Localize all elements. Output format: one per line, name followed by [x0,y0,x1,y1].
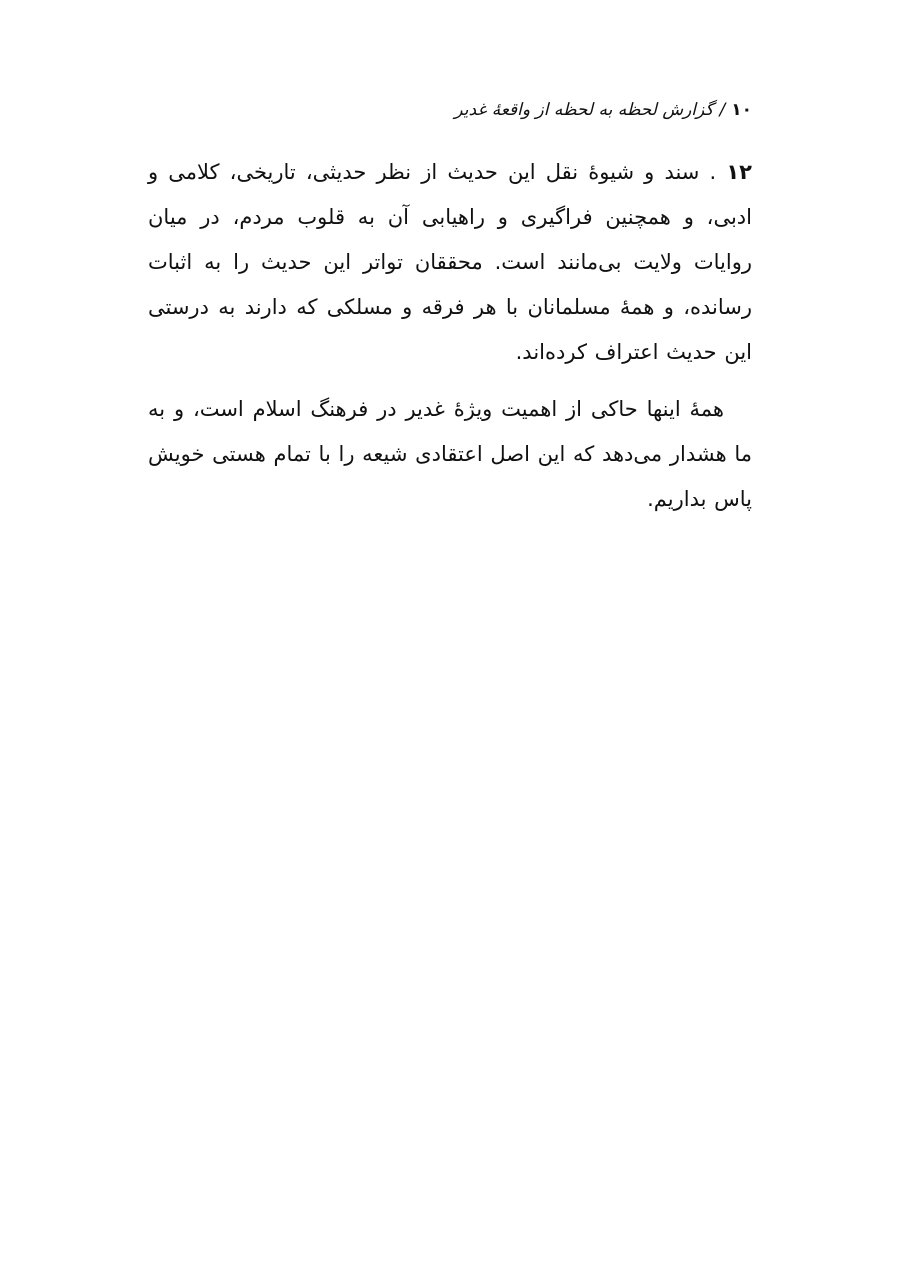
body-text [148,150,752,522]
paragraph-12 [148,150,752,375]
paragraph-text: همهٔ اینها حاکی از اهمیت ویژهٔ غدیر در فرهنگ اسلام است، و به ما هشدار می‌دهد که این اصل اعتقادی شیعه را با تمام هستی خویش پاس بداریم. [148,397,752,511]
header-separator: / [719,100,726,120]
paragraph-text: . سند و شیوهٔ نقل این حدیث از نظر حدیثی، تاریخی، کلامی و ادبی، و همچنین فراگیری و راهیابی آن به قلوب مردم، در میان روایات ولایت بی‌مانند است. محققان تواتر این حدیث را به اثبات رسانده، و همهٔ مسلمانان با هر فرقه و مسلکی که دارند به درستی این حدیث اعتراف کرده‌اند. [148,160,752,364]
item-number: ۱۲ [726,160,752,184]
paragraph-conclusion [148,387,752,522]
page-number: ۱۰ [731,100,752,120]
running-header [454,100,752,120]
book-title: گزارش لحظه به لحظه از واقعهٔ غدیر [454,100,714,120]
